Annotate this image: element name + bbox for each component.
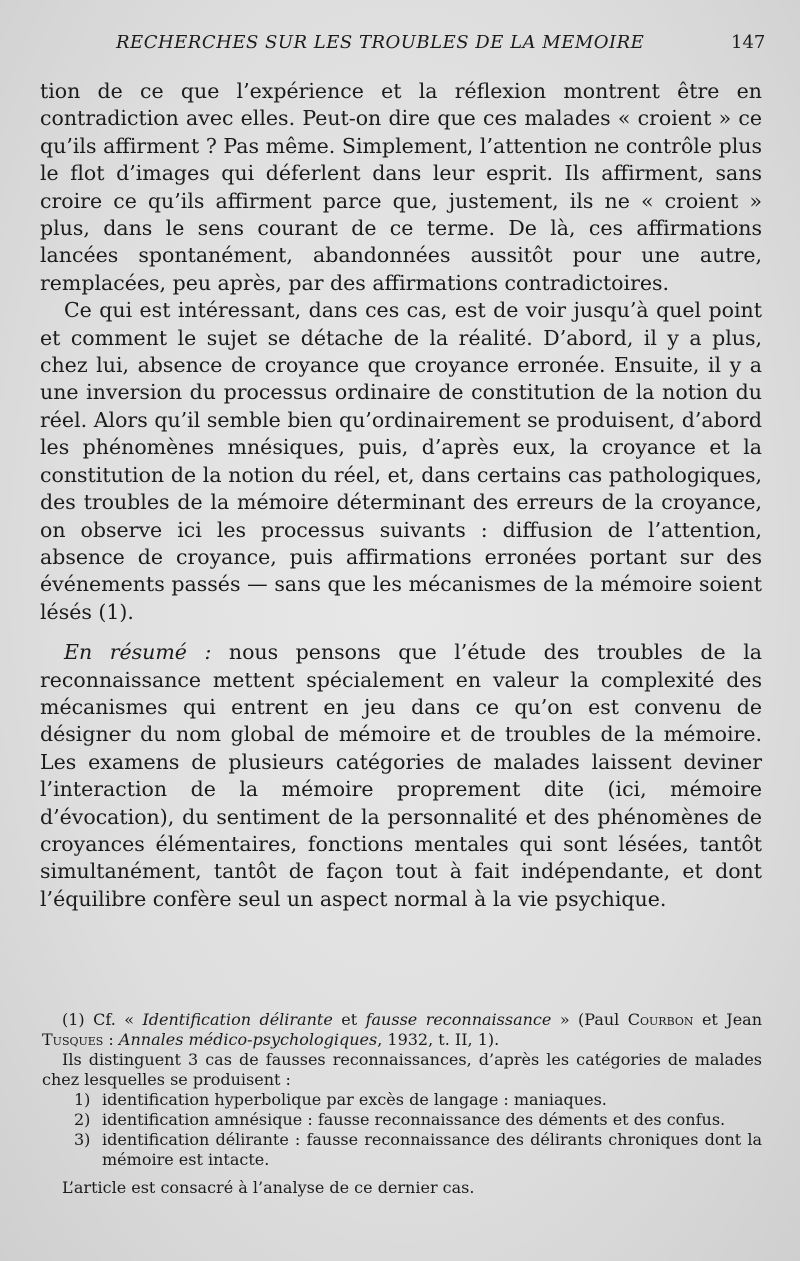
list-item-number: 1) [74,1090,91,1109]
summary-text: nous pensons que l’étude des troubles de la reconnaissance mettent spécialement en valeur la complexité des mécanismes qui entrent en jeu dans ce qu’on est convenu de désigner du nom global de mémoire et de troubles de la mémoire. Les examens de plusieurs catégories de malades laissent deviner l’interaction de la mémoire proprement dite (ici, mémoire d’évocation), du sentiment de la personnalité et des phénomènes de croyances élémentaires, fonctions mentales qui sont lésées, tantôt simultanément, tantôt de façon tout à fait indépendante, et dont l’équilibre confère seul un aspect normal à la vie psychique. [40,640,762,911]
footnotes [42,1010,762,1198]
footnote-list [42,1090,762,1170]
running-title: RECHERCHES SUR LES TROUBLES DE LA MEMOIRE [116,32,645,53]
citation-article-title-2: fausse reconnaissance [365,1010,552,1029]
list-item [74,1110,762,1130]
paragraph-reality-detachment: Ce qui est intéressant, dans ces cas, est de voir jusqu’à quel point et comment le sujet se détache de la réalité. D’abord, il y a plus, chez lui, absence de croyance que croyance erronée. Ensuite, il y a une inversion du processus ordinaire de constitution de la notion du réel. Alors qu’il semble bien qu’ordinairement se produisent, d’abord les phénomènes mnésiques, puis, d’après eux, la croyance et la constitution de la notion du réel, et, dans certains cas pathologiques, des troubles de la mémoire déterminant des erreurs de la croyance, on observe ici les processus suivants : diffusion de l’attention, absence de croyance, puis affirmations erronées portant sur des événements passés — sans que les mécanismes de la mémoire soient lésés (1). [40,298,762,624]
summary-lead: En résumé : [64,640,212,665]
list-item-text: identification délirante : fausse reconnaissance des délirants chroniques dont la mémoire est intacte. [102,1130,762,1169]
citation-part: et [332,1010,366,1029]
citation-author-2: Tusques [42,1030,104,1049]
footnote-citation [42,1010,762,1050]
list-item [74,1130,762,1170]
footnote-intro: Ils distinguent 3 cas de fausses reconnaissances, d’après les catégories de malades chez lesquelles se produisent : [42,1050,762,1089]
list-item-text: identification amnésique : fausse reconnaissance des déments et des confus. [102,1110,726,1129]
running-head [0,28,800,60]
citation-part: » (Paul [551,1010,628,1029]
body-text [40,78,762,913]
list-item-number: 2) [74,1110,91,1129]
list-item-text: identification hyperbolique par excès de langage : maniaques. [102,1090,607,1109]
list-item-number: 3) [74,1130,91,1149]
footnote-closing: L’article est consacré à l’analyse de ce dernier cas. [62,1178,475,1197]
list-item [74,1090,762,1110]
citation-part: : [103,1030,119,1049]
citation-article-title: Identification délirante [142,1010,333,1029]
citation-journal: Annales médico-psychologiques [118,1030,378,1049]
paragraph-continuation: tion de ce que l’expérience et la réflexion montrent être en contradiction avec elles. Peut-on dire que ces malades « croient » ce qu’ils affirment ? Pas même. Simplement, l’attention ne contrôle plus le flot d’images qui déferlent dans leur esprit. Ils affirment, sans croire ce qu’ils affirment parce que, justement, ils ne « croient » plus, dans le sens courant de ce terme. De là, ces affirmations lancées spontanément, abandonnées aussitôt pour une autre, remplacées, peu après, par des affirmations contradictoires. [40,79,762,295]
citation-part: , 1932, t. II, 1). [377,1030,500,1049]
citation-part: (1) Cf. « [62,1010,143,1029]
page-number: 147 [731,32,766,53]
citation-author-1: Courbon [627,1010,694,1029]
paragraph-summary [40,639,762,913]
citation-part: et Jean [693,1010,763,1029]
